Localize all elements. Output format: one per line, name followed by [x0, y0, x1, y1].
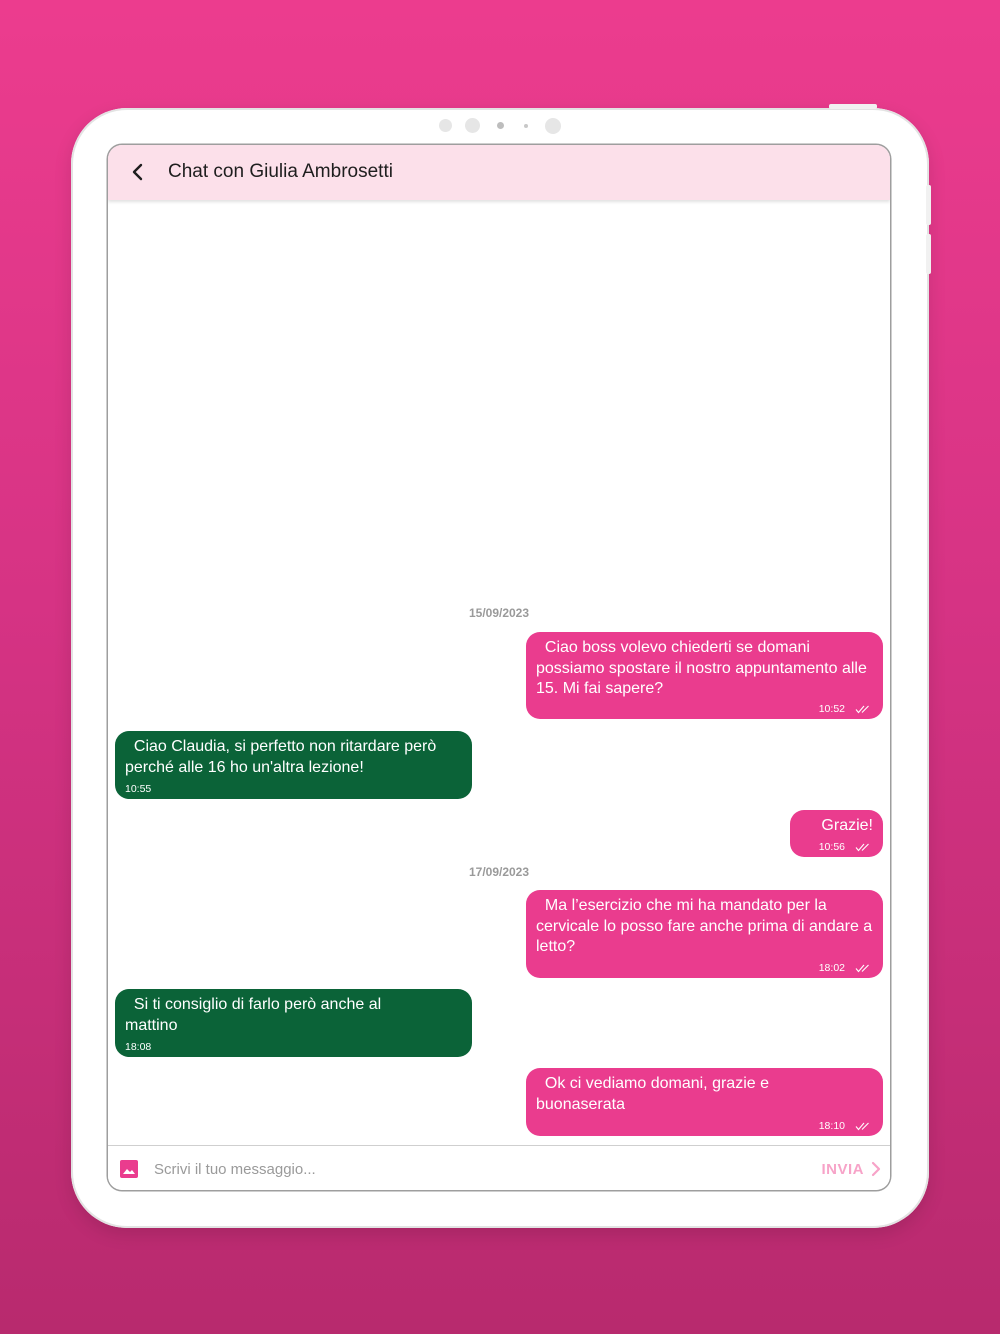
send-button[interactable] — [821, 1159, 882, 1179]
message-meta — [125, 783, 151, 795]
chevron-right-icon — [870, 1161, 882, 1177]
message-time: 10:52 — [818, 703, 845, 715]
volume-up-button — [926, 185, 931, 225]
date-separator: 15/09/2023 — [468, 606, 530, 620]
message-text: Ok ci vediamo domani, grazie e buonaserata — [536, 1075, 774, 1113]
chevron-left-icon — [126, 160, 150, 184]
power-button — [829, 104, 877, 109]
camera-bar — [0, 118, 1000, 134]
camera-lens — [497, 122, 504, 129]
message-meta — [819, 962, 873, 974]
attach-image-button[interactable] — [120, 1160, 138, 1178]
message-bubble-outgoing[interactable] — [526, 632, 883, 719]
message-text: Ciao Claudia, si perfetto non ritardare però perché alle 16 ho un'altra lezione! — [125, 738, 441, 776]
double-check-icon — [855, 843, 873, 852]
message-time: 10:55 — [125, 783, 152, 795]
double-check-icon — [855, 1122, 873, 1131]
message-text: Si ti consiglio di farlo però anche al mattino — [125, 996, 386, 1034]
message-time: 18:08 — [125, 1041, 152, 1053]
double-check-icon — [855, 964, 873, 973]
message-bubble-outgoing[interactable] — [526, 1068, 883, 1136]
double-check-icon — [855, 705, 873, 714]
message-bubble-outgoing[interactable] — [526, 890, 883, 978]
message-meta — [125, 1041, 151, 1053]
volume-down-button — [926, 234, 931, 274]
message-input[interactable] — [154, 1156, 754, 1182]
image-icon — [120, 1160, 138, 1178]
message-text: Ma l’esercizio che mi ha mandato per la cervicale lo posso fare anche prima di andare a letto? — [536, 897, 877, 955]
message-composer — [108, 1145, 890, 1190]
message-meta — [819, 841, 873, 853]
date-separator: 17/09/2023 — [468, 865, 530, 879]
message-text: Ciao boss volevo chiederti se domani possiamo spostare il nostro appuntamento alle 15. Mi fai sapere? — [536, 639, 872, 697]
sensor-dot — [439, 119, 452, 132]
message-meta — [819, 703, 873, 715]
app-bar — [108, 145, 890, 200]
message-time: 18:02 — [818, 962, 845, 974]
message-bubble-incoming[interactable] — [115, 989, 472, 1057]
message-time: 18:10 — [818, 1120, 845, 1132]
sensor-dot — [545, 118, 561, 134]
message-bubble-outgoing[interactable] — [790, 810, 883, 857]
send-label: INVIA — [821, 1160, 864, 1178]
app-screen — [108, 145, 890, 1190]
message-time: 10:56 — [818, 841, 845, 853]
message-bubble-incoming[interactable] — [115, 731, 472, 799]
chat-title: Chat con Giulia Ambrosetti — [168, 161, 393, 182]
message-text: Grazie! — [821, 817, 873, 834]
sensor-dot — [465, 118, 480, 133]
sensor-dot — [524, 124, 528, 128]
back-button[interactable] — [126, 160, 150, 184]
message-meta — [819, 1120, 873, 1132]
